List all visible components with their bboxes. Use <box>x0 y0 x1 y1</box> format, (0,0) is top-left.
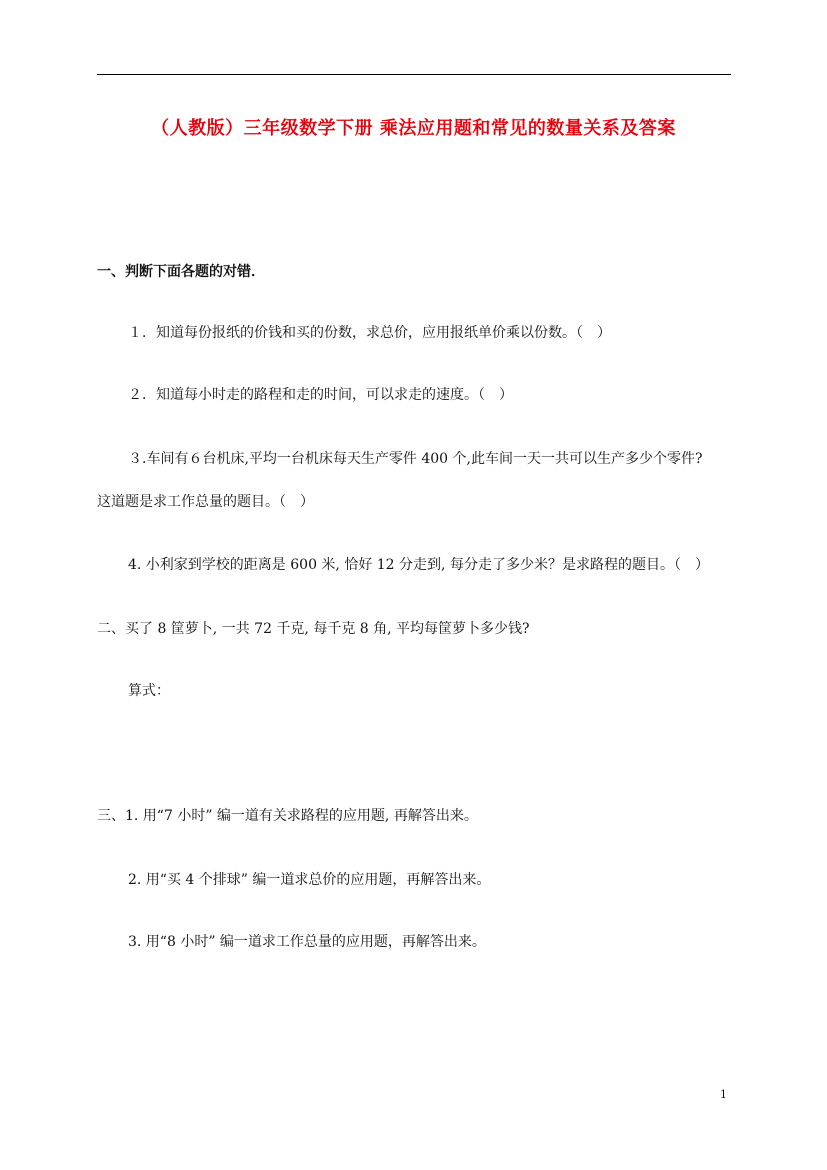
section1-item-3: ３.车间有６台机床,平均一台机床每天生产零件 400 个,此车间一天一共可以生产多少个零件? <box>128 451 703 467</box>
section1-item-2: ２．知道每小时走的路程和走的时间，可以求走的速度。（ ） <box>128 387 513 403</box>
section1-heading: 一、判断下面各题的对错． <box>97 264 265 280</box>
section2-question: 二、买了 8 筐萝卜, 一共 72 千克, 每千克 8 角, 平均每筐萝卜多少钱? <box>97 621 530 637</box>
page-number: 1 <box>720 1088 727 1101</box>
section1-item-4: 4. 小利家到学校的距离是 600 米, 恰好 12 分走到, 每分走了多少米？是求路程的题目。（ ） <box>128 557 709 573</box>
section3-item-3: 3. 用“8 小时” 编一道求工作总量的应用题，再解答出来。 <box>128 934 486 950</box>
document-title: （人教版）三年级数学下册 乘法应用题和常见的数量关系及答案 <box>151 118 676 139</box>
section1-item-1: １．知道每份报纸的价钱和买的份数，求总价，应用报纸单价乘以份数。（ ） <box>128 325 611 341</box>
section3-item-2: 2. 用“买 4 个排球” 编一道求总价的应用题，再解答出来。 <box>128 872 491 888</box>
header-rule <box>97 74 731 75</box>
section2-formula-label: 算式： <box>128 683 170 699</box>
section3-item-1: 三、1. 用“7 小时” 编一道有关求路程的应用题, 再解答出来。 <box>97 808 478 824</box>
section1-item-3-continued: 这道题是求工作总量的题目。（ ） <box>97 494 314 510</box>
